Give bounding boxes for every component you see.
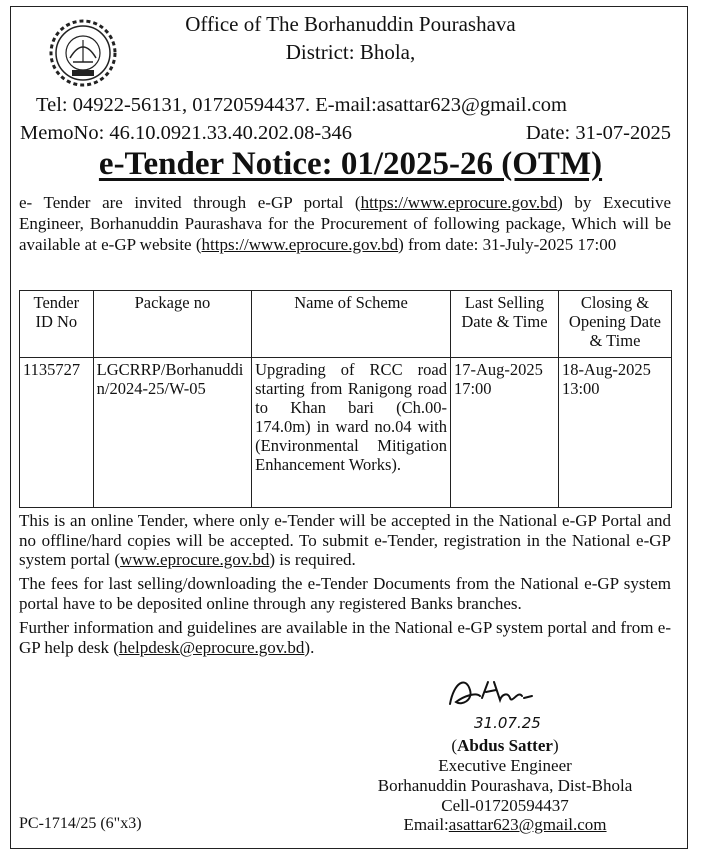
online-tender-paragraph bbox=[19, 511, 671, 570]
cell-last-selling: 17-Aug-2025 17:00 bbox=[450, 358, 558, 508]
eprocure-link-1[interactable]: https://www.eprocure.gov.bd bbox=[360, 193, 558, 212]
signatory-office: Borhanuddin Pourashava, Dist-Bhola bbox=[377, 776, 633, 795]
signatory-designation: Executive Engineer bbox=[438, 756, 572, 775]
office-name: Office of The Borhanuddin Pourashava bbox=[185, 12, 516, 36]
p3-text-b: ). bbox=[304, 637, 315, 657]
header-package-no: Package no bbox=[93, 291, 251, 358]
notice-title: e-Tender Notice: 01/2025-26 (OTM) bbox=[98, 146, 603, 182]
eprocure-link-2[interactable]: https://www.eprocure.gov.bd bbox=[201, 235, 399, 254]
pc-number: PC-1714/25 (6"x3) bbox=[19, 815, 142, 832]
intro-paragraph bbox=[19, 192, 671, 255]
signatory-name bbox=[340, 736, 670, 755]
svg-text:31.07.25: 31.07.25 bbox=[474, 714, 541, 732]
p1-text-a: This is an online Tender, where only e-Tender will be accepted in the National e-GP Portal and no offline/hard copies will be accepted. To submit e-Tender, registration in the National e-GP system portal ( bbox=[19, 511, 671, 569]
signatory-cell: Cell-01720594437 bbox=[441, 796, 569, 815]
contact-line: Tel: 04922-56131, 01720594437. E-mail:asattar623@gmail.com bbox=[36, 94, 567, 116]
office-district: District: Bhola, bbox=[285, 40, 416, 64]
signatory-email-link[interactable]: asattar623@gmail.com bbox=[448, 815, 607, 834]
intro-text-2: ) by Executive Engineer, Borhanuddin Paurashava for the Procurement of following package, Which will be available at e-GP website ( bbox=[19, 193, 671, 254]
p1-text-b: ) is required. bbox=[269, 550, 356, 569]
header-scheme: Name of Scheme bbox=[252, 291, 451, 358]
signatory-email bbox=[340, 815, 670, 834]
memo-number: MemoNo: 46.10.0921.33.40.202.08-346 bbox=[20, 122, 352, 144]
cell-scheme: Upgrading of RCC road starting from Ranigong road to Khan bari (Ch.00-174.0m) in ward no.04 with (Environmental Mitigation Enhancement Works). bbox=[252, 358, 451, 508]
helpdesk-email-link[interactable]: helpdesk@eprocure.gov.bd bbox=[118, 637, 305, 657]
fees-paragraph: The fees for last selling/downloading the e-Tender Documents from the National e-GP system portal have to be deposited online through any registered Banks branches. bbox=[19, 574, 671, 613]
header-last-selling: Last Selling Date & Time bbox=[450, 291, 558, 358]
name-paren-close: ) bbox=[552, 736, 559, 755]
cell-package-no: LGCRRP/Borhanuddin/2024-25/W-05 bbox=[93, 358, 251, 508]
p3-text-a: Further information and guidelines are available in the National e-GP system portal and from e-GP help desk ( bbox=[19, 618, 671, 657]
name-paren-open: ( bbox=[451, 736, 458, 755]
handwritten-signature-icon bbox=[440, 668, 580, 736]
tender-table bbox=[19, 290, 672, 508]
table-row bbox=[20, 358, 672, 508]
email-label: Email: bbox=[403, 815, 449, 834]
eprocure-link-3[interactable]: www.eprocure.gov.bd bbox=[120, 550, 270, 569]
cell-closing-opening: 18-Aug-2025 13:00 bbox=[558, 358, 671, 508]
table-header-row bbox=[20, 291, 672, 358]
header-tender-id: Tender ID No bbox=[20, 291, 94, 358]
intro-text-1: e- Tender are invited through e-GP portal ( bbox=[19, 193, 361, 212]
notice-date: Date: 31-07-2025 bbox=[525, 122, 671, 144]
cell-tender-id: 1135727 bbox=[20, 358, 94, 508]
intro-text-3: ) from date: 31-July-2025 17:00 bbox=[398, 235, 617, 254]
header-closing-opening: Closing & Opening Date & Time bbox=[558, 291, 671, 358]
signatory-name-text: Abdus Satter bbox=[457, 736, 553, 755]
helpdesk-paragraph bbox=[19, 618, 671, 657]
